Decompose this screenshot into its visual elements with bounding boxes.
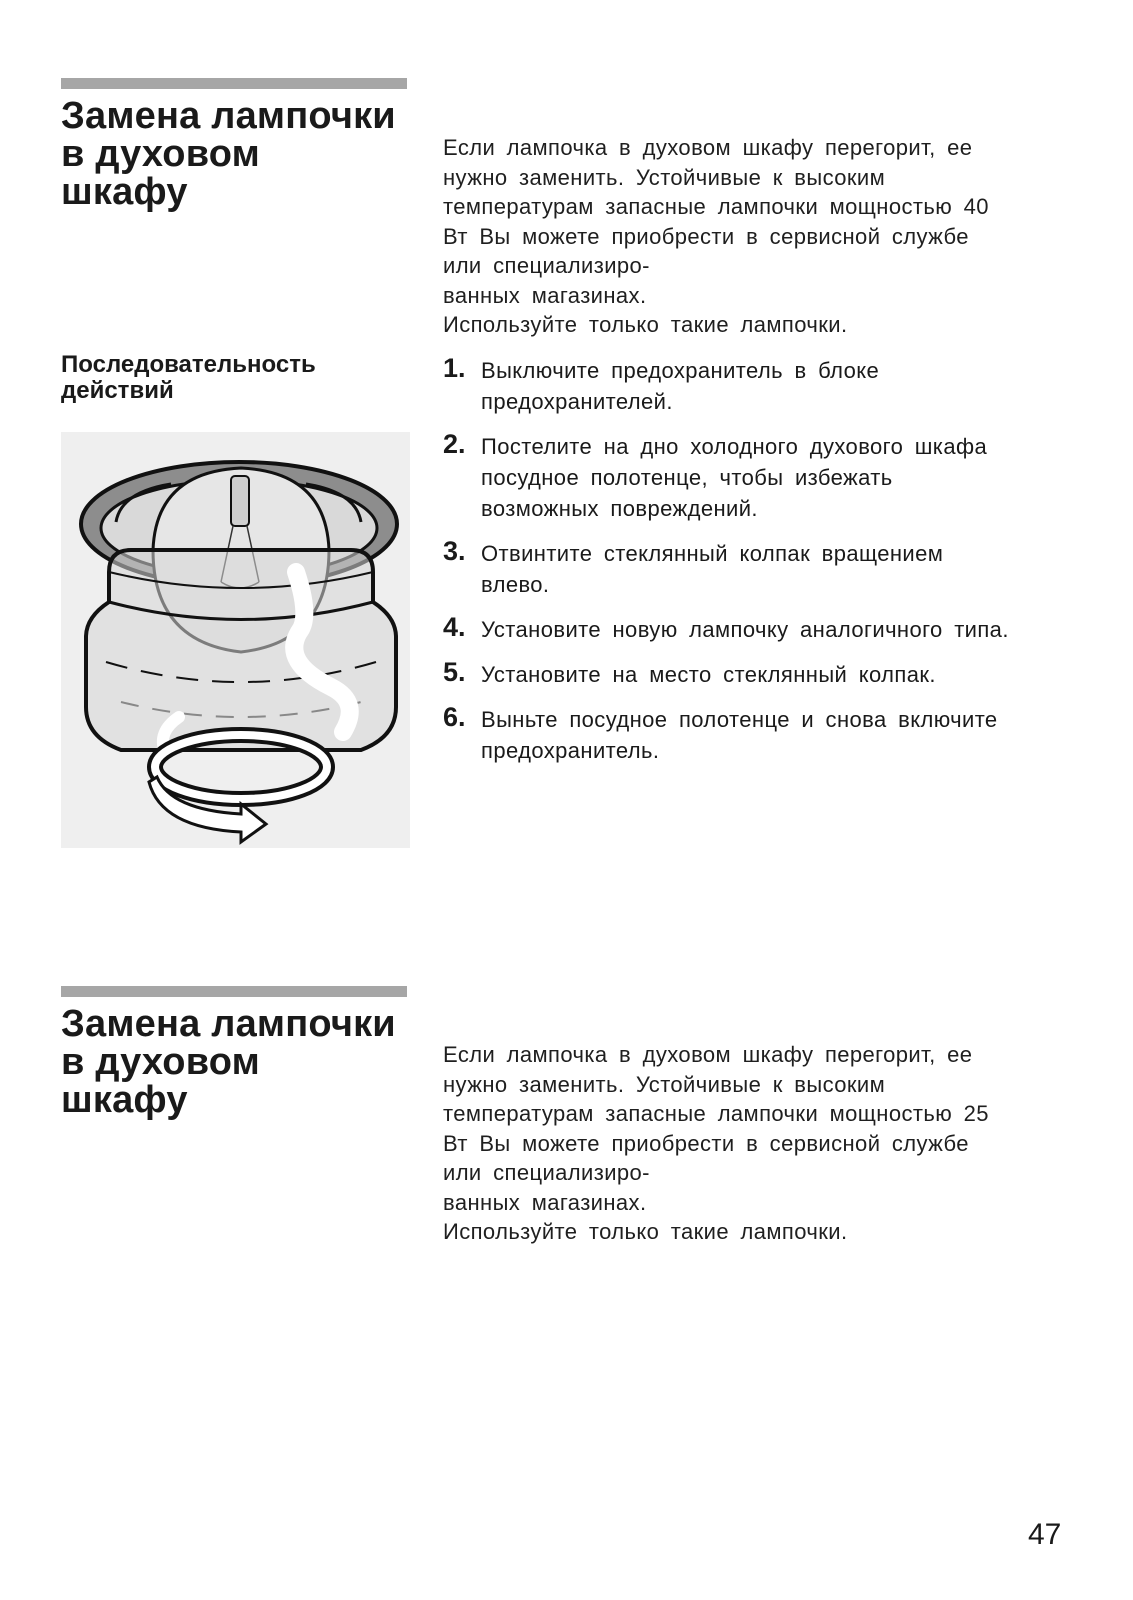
intro-line: ванных магазинах. bbox=[443, 282, 647, 308]
step-text bbox=[481, 704, 1093, 766]
step-item bbox=[443, 614, 1093, 645]
intro-line: Используйте только такие лампочки. bbox=[443, 312, 848, 337]
step-number: 6. bbox=[443, 702, 466, 732]
step-number: 3. bbox=[443, 536, 466, 566]
step-text bbox=[481, 659, 1093, 690]
step-line: Выключите предохранитель в блоке bbox=[481, 358, 880, 383]
step-line: Выньте посудное полотенце и снова включите bbox=[481, 707, 998, 732]
step-item bbox=[443, 355, 1093, 417]
intro-line: нужно заменить. Устойчивые к высоким bbox=[443, 1071, 886, 1097]
step-number: 2. bbox=[443, 429, 466, 459]
oven-lamp-illustration bbox=[61, 432, 410, 848]
section-intro bbox=[443, 1040, 1093, 1247]
section-rule-top bbox=[61, 78, 407, 89]
step-text bbox=[481, 538, 1093, 600]
step-line: Постелите на дно холодного духового шкафа bbox=[481, 434, 988, 459]
intro-line: нужно заменить. Устойчивые к высоким bbox=[443, 164, 886, 190]
step-line: Установите новую лампочку аналогичного типа. bbox=[481, 617, 1009, 642]
page-number: 47 bbox=[1028, 1518, 1062, 1551]
step-text bbox=[481, 431, 1093, 524]
step-item bbox=[443, 659, 1093, 690]
step-text bbox=[481, 355, 1093, 417]
intro-line: Используйте только такие лампочки. bbox=[443, 1219, 848, 1244]
intro-line: температурам запасные лампочки мощностью 40 bbox=[443, 194, 989, 219]
section-heading: Замена лампочки в духовом шкафу bbox=[61, 1003, 396, 1121]
step-line: посудное полотенце, чтобы избежать bbox=[481, 465, 893, 490]
section-rule-top bbox=[61, 986, 407, 997]
step-item bbox=[443, 431, 1093, 524]
intro-line: Если лампочка в духовом шкафу перегорит, ее bbox=[443, 1042, 973, 1067]
step-line: предохранителей. bbox=[481, 389, 673, 414]
step-item bbox=[443, 538, 1093, 600]
step-number: 1. bbox=[443, 353, 466, 383]
intro-line: Если лампочка в духовом шкафу перегорит, ее bbox=[443, 135, 973, 160]
step-line: возможных повреждений. bbox=[481, 496, 758, 521]
intro-line: ванных магазинах. bbox=[443, 1189, 647, 1215]
step-line: Отвинтите стеклянный колпак вращением bbox=[481, 541, 944, 566]
glass-cover bbox=[86, 550, 396, 752]
step-list bbox=[443, 355, 1093, 780]
step-text bbox=[481, 614, 1093, 645]
step-item bbox=[443, 704, 1093, 766]
procedure-heading: Последовательность действий bbox=[61, 351, 316, 404]
intro-line: или специализиро- bbox=[443, 1160, 650, 1185]
step-number: 5. bbox=[443, 657, 466, 687]
section-intro bbox=[443, 133, 1093, 340]
intro-line: Вт Вы можете приобрести в сервисной службе bbox=[443, 223, 969, 249]
step-line: предохранитель. bbox=[481, 738, 660, 763]
intro-line: Вт Вы можете приобрести в сервисной службе bbox=[443, 1130, 969, 1156]
step-line: влево. bbox=[481, 572, 550, 597]
intro-line: температурам запасные лампочки мощностью 25 bbox=[443, 1101, 989, 1126]
intro-line: или специализиро- bbox=[443, 253, 650, 278]
section-heading: Замена лампочки в духовом шкафу bbox=[61, 95, 396, 213]
step-number: 4. bbox=[443, 612, 466, 642]
step-line: Установите на место стеклянный колпак. bbox=[481, 662, 936, 687]
